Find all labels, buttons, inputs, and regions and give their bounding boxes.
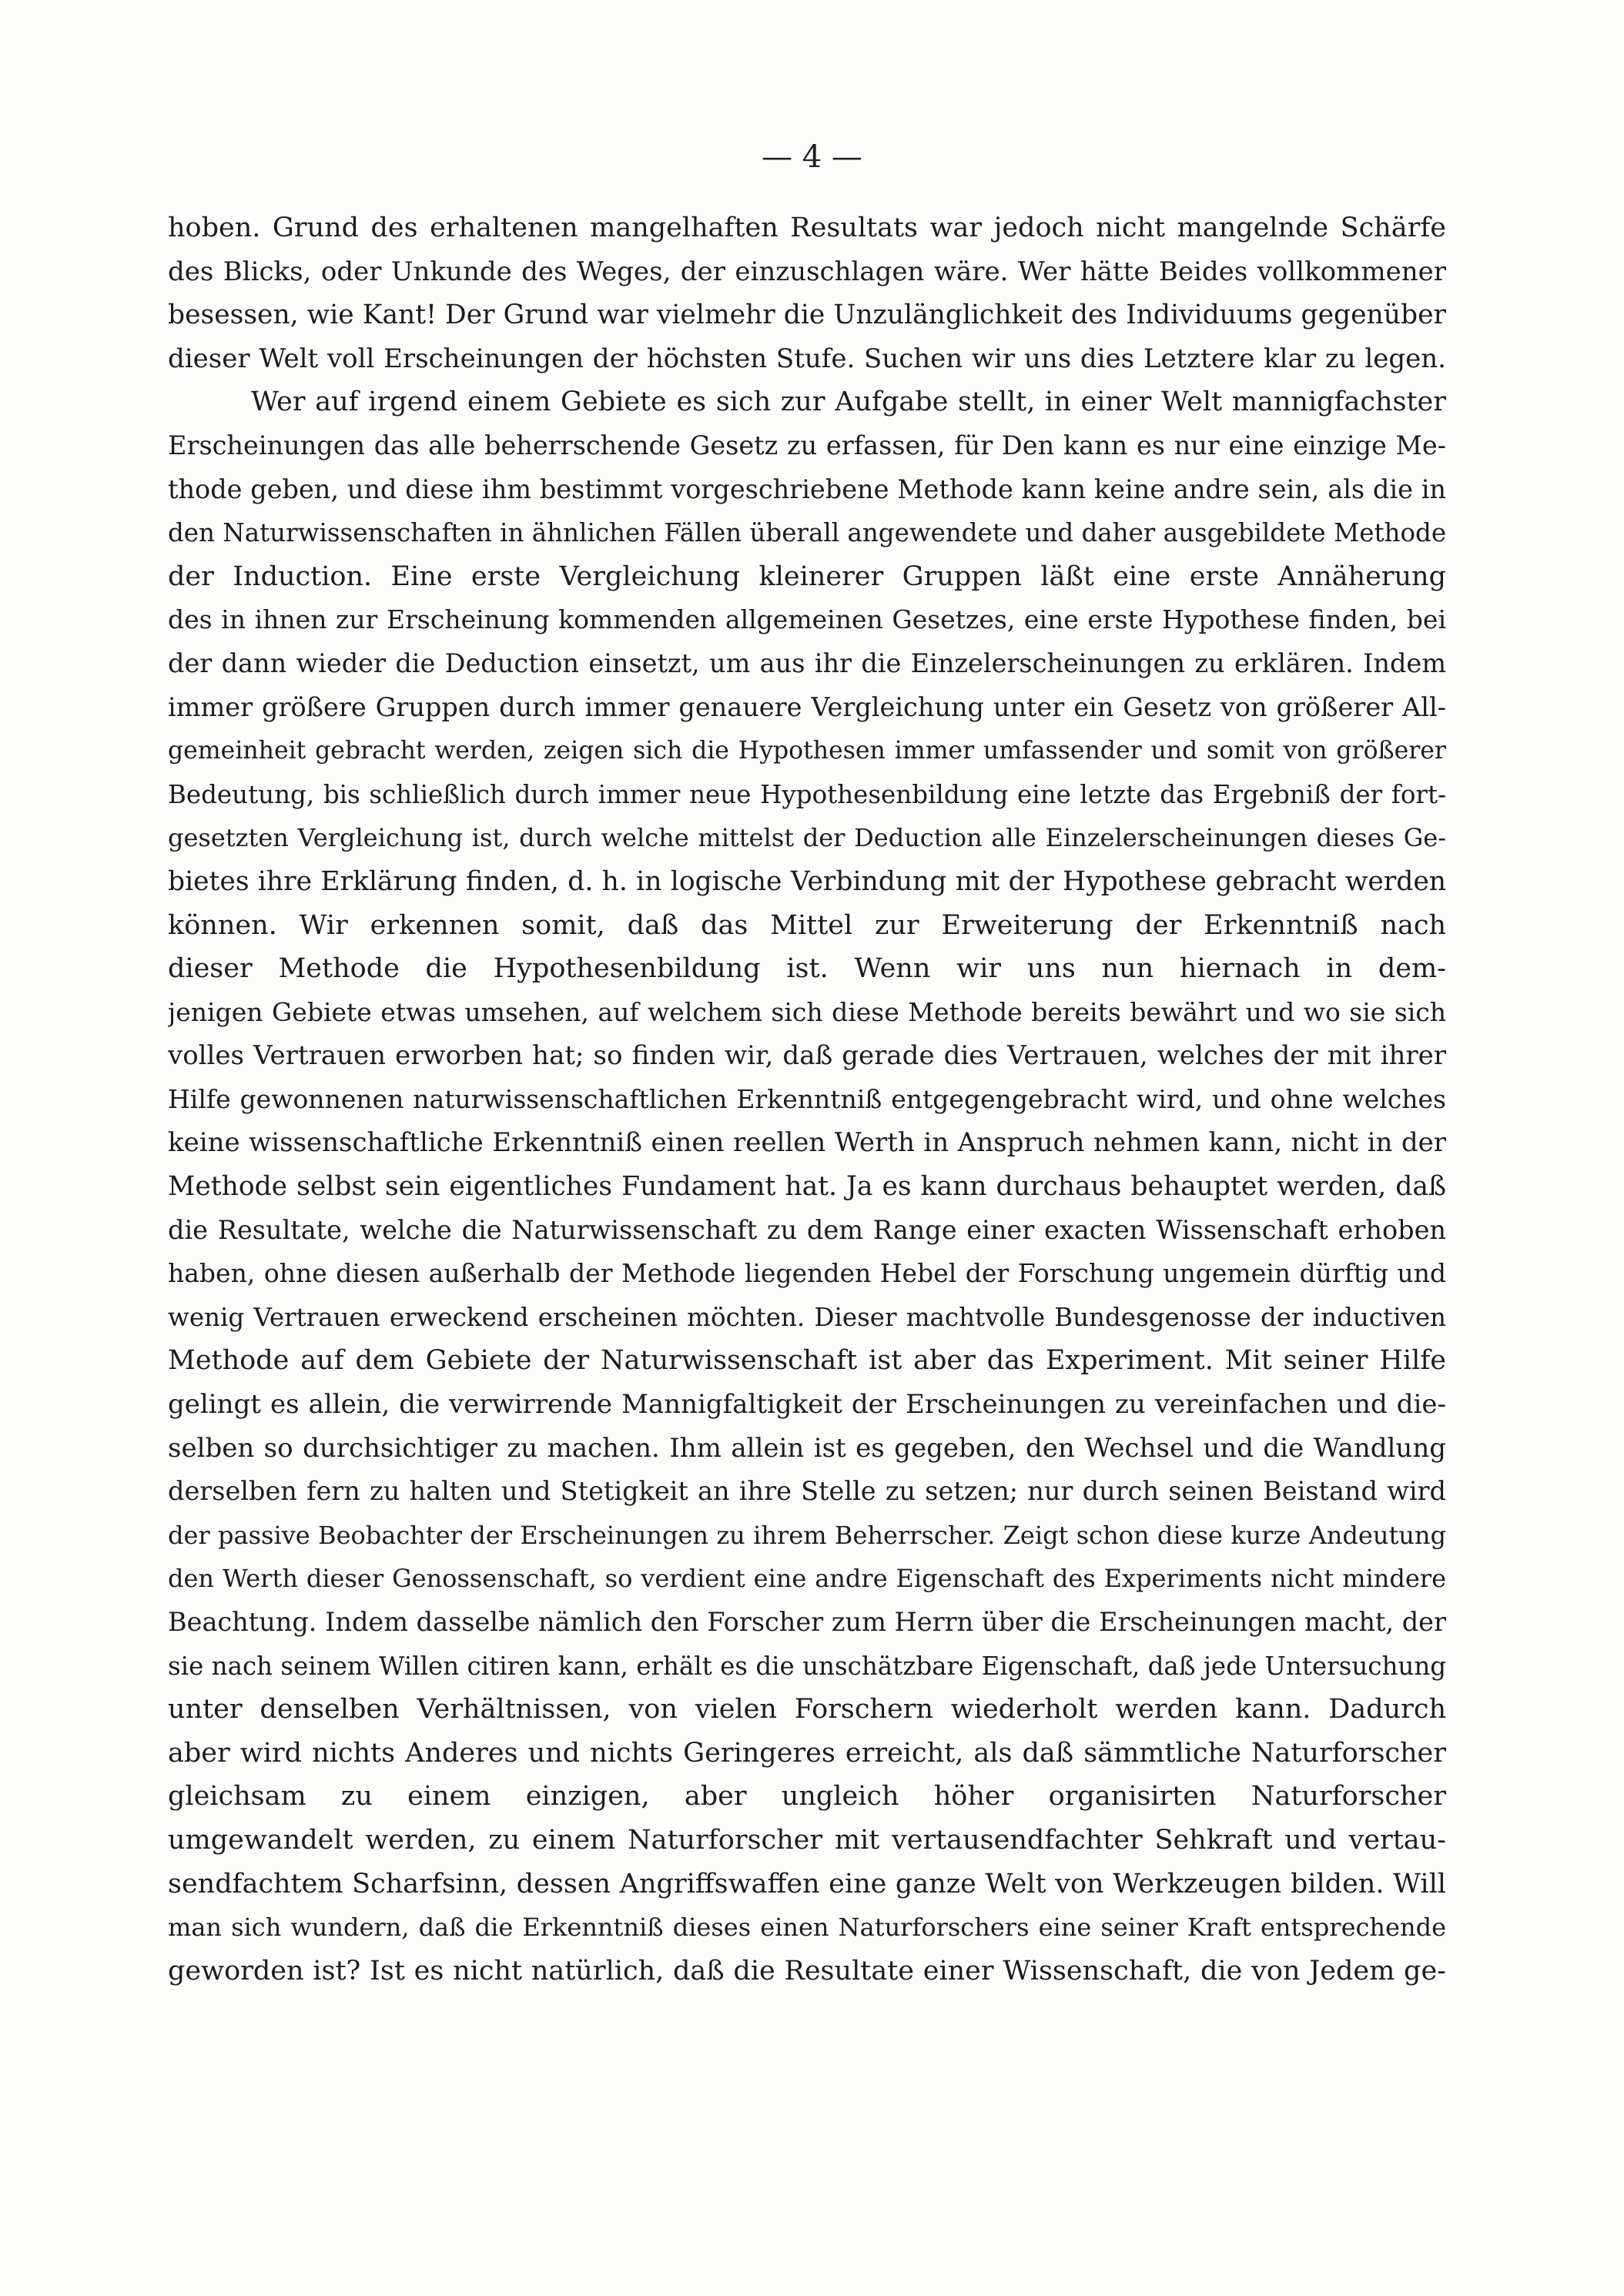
- text-line: derselben fern zu halten und Stetigkeit an ihre Stelle zu setzen; nur durch seinen Beistand wird: [168, 1476, 1446, 1507]
- text-line: unter denselben Verhältnissen, von vielen Forschern wiederholt werden kann. Dadurch: [168, 1694, 1446, 1725]
- text-line: Hilfe gewonnenen naturwissenschaftlichen Erkenntniß entgegengebracht wird, und ohne welches: [168, 1083, 1446, 1114]
- text-line: volles Vertrauen erworben hat; so finden wir, daß gerade dies Vertrauen, welches der mit ihrer: [168, 1040, 1446, 1072]
- text-line: Bedeutung, bis schließlich durch immer neue Hypothesenbildung eine letzte das Ergebniß der fort-: [168, 779, 1446, 809]
- text-line: können. Wir erkennen somit, daß das Mittel zur Erweiterung der Erkenntniß nach: [168, 909, 1446, 941]
- text-line: jenigen Gebiete etwas umsehen, auf welchem sich diese Methode bereits bewährt und wo sie sich: [168, 996, 1446, 1027]
- text-line: gemeinheit gebracht werden, zeigen sich die Hypothesen immer umfassender und somit von größerer: [168, 737, 1446, 765]
- text-line: der dann wieder die Deduction einsetzt, um aus ihr die Einzelerscheinungen zu erklären. Indem: [168, 648, 1446, 678]
- text-line: umgewandelt werden, zu einem Naturforscher mit vertausendfachter Sehkraft und vertau-: [168, 1824, 1446, 1856]
- text-line: des in ihnen zur Erscheinung kommenden allgemeinen Gesetzes, eine erste Hypothese finden, bei: [168, 604, 1446, 635]
- text-line: sie nach seinem Willen citiren kann, erhält es die unschätzbare Eigenschaft, daß jede Untersuchung: [168, 1651, 1446, 1681]
- text-line: keine wissenschaftliche Erkenntniß einen reellen Werth in Anspruch nehmen kann, nicht in der: [168, 1127, 1446, 1159]
- text-line: Methode auf dem Gebiete der Naturwissenschaft ist aber das Experiment. Mit seiner Hilfe: [168, 1345, 1446, 1377]
- text-line: bietes ihre Erklärung finden, d. h. in logische Verbindung mit der Hypothese gebracht werden: [168, 865, 1446, 897]
- text-line: Erscheinungen das alle beherrschende Gesetz zu erfassen, für Den kann es nur eine einzige Me-: [168, 430, 1446, 460]
- text-line: gleichsam zu einem einzigen, aber ungleich höher organisirten Naturforscher: [168, 1781, 1446, 1812]
- text-line: dieser Methode die Hypothesenbildung ist. Wenn wir uns nun hiernach in dem-: [168, 953, 1446, 985]
- body-text: [168, 206, 1446, 1993]
- text-line: wenig Vertrauen erweckend erscheinen möchten. Dieser machtvolle Bundesgenosse der inductiven: [168, 1302, 1446, 1332]
- text-line: des Blicks, oder Unkunde des Weges, der einzuschlagen wäre. Wer hätte Beides vollkommener: [168, 256, 1446, 287]
- text-line: Wer auf irgend einem Gebiete es sich zur Aufgabe stellt, in einer Welt mannigfachster: [251, 387, 1446, 418]
- text-line: die Resultate, welche die Naturwissenschaft zu dem Range einer exacten Wissenschaft erhoben: [168, 1214, 1446, 1245]
- text-line: der Induction. Eine erste Vergleichung kleinerer Gruppen läßt eine erste Annäherung: [168, 561, 1446, 592]
- text-line: besessen, wie Kant! Der Grund war vielmehr die Unzulänglichkeit des Individuums gegenüber: [168, 300, 1446, 331]
- text-line: Beachtung. Indem dasselbe nämlich den Forscher zum Herrn über die Erscheinungen macht, der: [168, 1607, 1446, 1637]
- text-line: gesetzten Vergleichung ist, durch welche mittelst der Deduction alle Einzelerscheinungen dieses Ge-: [168, 823, 1446, 853]
- text-line: sendfachtem Scharfsinn, dessen Angriffswaffen eine ganze Welt von Werkzeugen bilden. Will: [168, 1868, 1446, 1899]
- text-line: haben, ohne diesen außerhalb der Methode liegenden Hebel der Forschung ungemein dürftig und: [168, 1258, 1446, 1289]
- text-line: immer größere Gruppen durch immer genauere Vergleichung unter ein Gesetz von größerer All-: [168, 691, 1446, 722]
- text-line: dieser Welt voll Erscheinungen der höchsten Stufe. Suchen wir uns dies Letztere klar zu legen.: [168, 343, 1446, 374]
- text-line: hoben. Grund des erhaltenen mangelhaften Resultats war jedoch nicht mangelnde Schärfe: [168, 213, 1446, 243]
- text-line: den Werth dieser Genossenschaft, so verdient eine andre Eigenschaft des Experiments nicht mindere: [168, 1564, 1446, 1594]
- text-line: Methode selbst sein eigentliches Fundament hat. Ja es kann durchaus behauptet werden, daß: [168, 1171, 1446, 1203]
- text-line: selben so durchsichtiger zu machen. Ihm allein ist es gegeben, den Wechsel und die Wandlung: [168, 1432, 1446, 1464]
- text-line: gelingt es allein, die verwirrende Mannigfaltigkeit der Erscheinungen zu vereinfachen und die-: [168, 1389, 1446, 1421]
- text-line: der passive Beobachter der Erscheinungen zu ihrem Beherrscher. Zeigt schon diese kurze Andeutung: [168, 1520, 1446, 1550]
- text-line: den Naturwissenschaften in ähnlichen Fällen überall angewendete und daher ausgebildete Methode: [168, 518, 1446, 548]
- page-number: — 4 —: [762, 139, 862, 175]
- text-line: aber wird nichts Anderes und nichts Geringeres erreicht, als daß sämmtliche Naturforscher: [168, 1737, 1446, 1769]
- text-line: thode geben, und diese ihm bestimmt vorgeschriebene Methode kann keine andre sein, als die in: [168, 474, 1446, 504]
- text-line: geworden ist? Ist es nicht natürlich, daß die Resultate einer Wissenschaft, die von Jedem ge-: [168, 1955, 1446, 1986]
- text-line: man sich wundern, daß die Erkenntniß dieses einen Naturforschers eine seiner Kraft entsprechende: [168, 1913, 1446, 1943]
